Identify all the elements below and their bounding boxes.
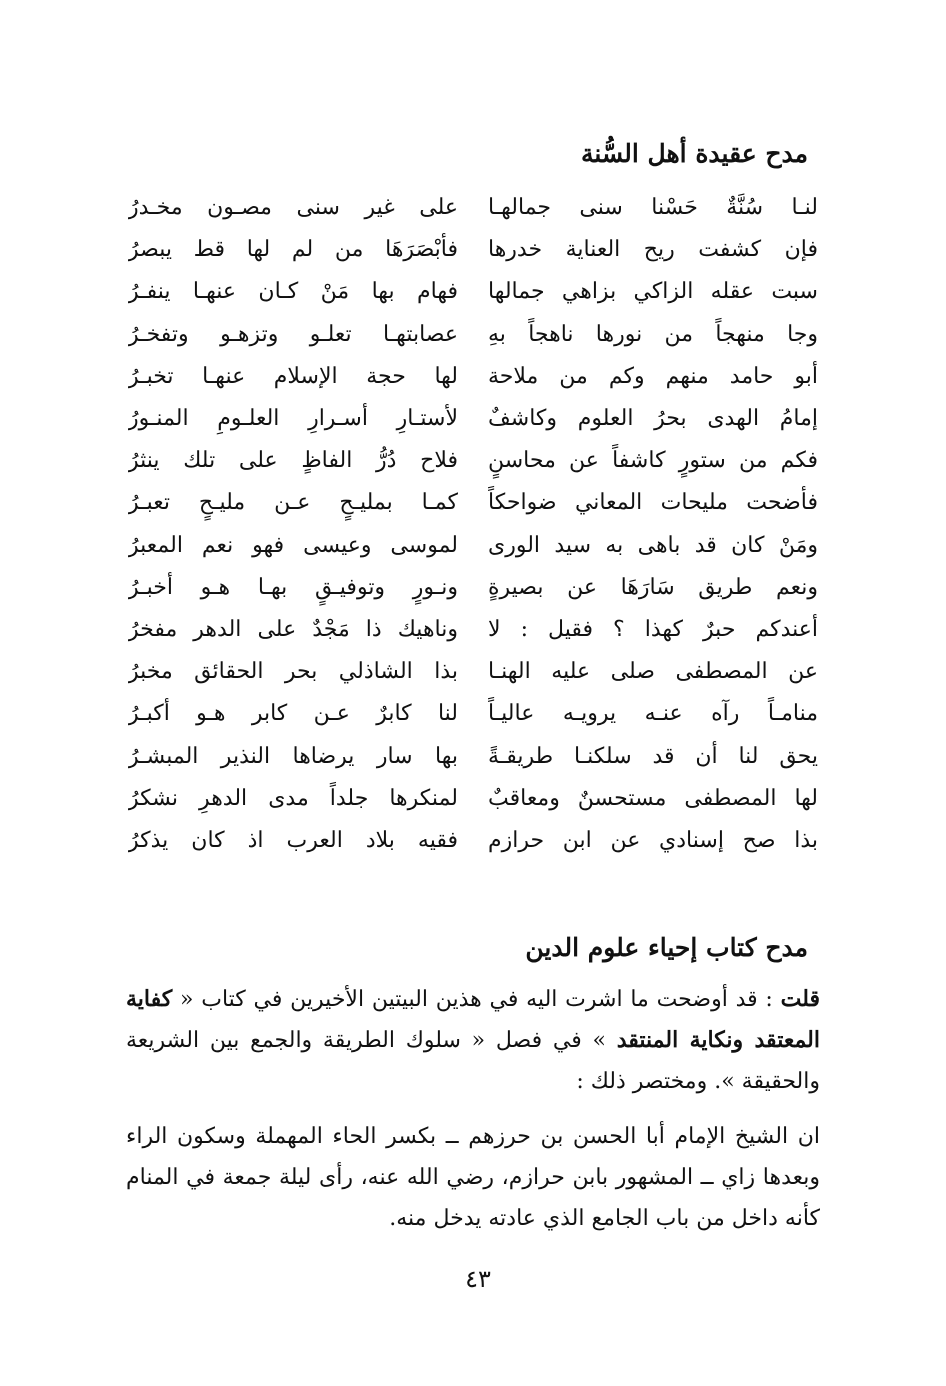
verse-second-hemistich: بها سار يرضاها النذير المبشـرُ: [128, 743, 458, 769]
paragraph-text-b: » في فصل « سلوك الطريقة والجمع بين الشريعة والحقيقة ». ومختصر ذلك :: [126, 1028, 820, 1094]
verse-first-hemistich: سبت عقله الزاكي بزاهي جمالها: [488, 279, 818, 305]
verse-first-hemistich: عن المصطفى صلى عليه الهنـا: [488, 659, 818, 685]
section-heading-sunnah: مدح عقيدة أهل السُّنة: [581, 139, 808, 168]
verse-second-hemistich: فأبْصَرَهَا من لم لها قط يبصرُ: [128, 237, 458, 263]
verse-first-hemistich: أبو حامد منهم وكم من ملاحة: [488, 363, 818, 389]
verse-first-hemistich: بذا صح إسنادي عن ابن حرازم: [488, 828, 818, 853]
verse-row: [128, 188, 818, 228]
paragraph-ibn-harazim: ان الشيخ الإمام أبا الحسن بن حرزهم ــ بكسر الحاء المهملة وسكون الراء وبعدها زاي ــ المشهور بابن حرازم، رضي الله عنه، رأى ليلة جمعة في المنام كأنه داخل من باب الجامع الذي عادته يدخل منه.: [126, 1124, 820, 1231]
verse-row: [128, 230, 818, 270]
verse-second-hemistich: بذا الشاذلي بحر الحقائق مخبرُ: [128, 659, 458, 685]
verse-second-hemistich: لنا كابرٌ عـن كابر هـو أكبـرُ: [128, 701, 458, 727]
book-title: كفاية المعتقد ونكاية المنتقد: [126, 986, 820, 1053]
verse-second-hemistich: لمنكرها جلداً مدى الدهرِ نشكرُ: [128, 785, 458, 811]
verse-row: [128, 610, 818, 650]
verse-first-hemistich: ومَنْ كان قد باهى به سيد الورى: [488, 532, 818, 558]
verse-second-hemistich: لأستـارِ أسـرارِ العلـومِ المنـورُ: [128, 406, 458, 431]
verse-row: [128, 399, 818, 439]
verse-first-hemistich: فإن كشفت ريح العناية خدرها: [488, 237, 818, 263]
verse-row: [128, 483, 818, 523]
verse-second-hemistich: فهام بها مَنْ كـان عنهـا ينفـرُ: [128, 279, 458, 305]
verse-second-hemistich: عصابتهـا تعلـو وتزهـو وتفخـرُ: [128, 321, 458, 347]
page-number: ٤٣: [465, 1265, 491, 1293]
verse-first-hemistich: فأضحت مليحات المعاني ضواحكاً: [488, 490, 818, 516]
verse-row: [128, 315, 818, 355]
verse-second-hemistich: ونـورٍ وتوفيـقٍ بهـا هـو أخبـرُ: [128, 574, 458, 600]
verse-row: [128, 357, 818, 397]
verse-first-hemistich: فكم من ستورٍ كاشفاً عن محاسنٍ: [488, 448, 818, 474]
verse-row: [128, 821, 818, 861]
verse-row: [128, 779, 818, 819]
verse-row: [128, 526, 818, 566]
verse-second-hemistich: لموسى وعيسى فهو نعم المعبرُ: [128, 532, 458, 558]
verse-row: [128, 568, 818, 608]
verse-second-hemistich: على غير سنى مصـون مخـدرُ: [128, 195, 458, 220]
verse-first-hemistich: إمامُ الهدى بحرُ العلوم وكاشفٌ: [488, 406, 818, 431]
verse-first-hemistich: وجا منهجاً من نورها ناهجاً بهِ: [488, 321, 818, 347]
verse-row: [128, 737, 818, 777]
verse-row: [128, 694, 818, 734]
verse-row: [128, 272, 818, 312]
paragraph-text-a: : قد أوضحت ما اشرت اليه في هذين البيتين الأخيرين في كتاب «: [180, 987, 773, 1012]
verse-second-hemistich: وناهيك ذا مَجْدٌ على الدهر مفخرُ: [128, 617, 458, 642]
verse-first-hemistich: ونعم طريق سَارَهَا عن بصيرةٍ: [488, 574, 818, 600]
verse-second-hemistich: فقيه بلاد العرب اذ كان يذكرُ: [128, 828, 458, 853]
verse-first-hemistich: يحق لنا أن قد سلكنـا طريقـةً: [488, 743, 818, 769]
verse-second-hemistich: لها حجة الإسلام عنهـا تخبـرُ: [128, 363, 458, 389]
qult-lead: قلت: [780, 986, 821, 1012]
verse-first-hemistich: أعندكم حبرٌ كهذا ؟ فقيل : لا: [488, 617, 818, 642]
verse-first-hemistich: لنـا سُنَّةٌ حَسْنا سنى جمالهـا: [488, 195, 818, 220]
verse-first-hemistich: منامـاً رآه عنـه يرويـه عاليـاً: [488, 701, 818, 727]
verse-row: [128, 441, 818, 481]
verse-first-hemistich: لها المصطفى مستحسنٌ ومعاقبٌ: [488, 785, 818, 811]
verse-row: [128, 652, 818, 692]
poem: [128, 188, 818, 878]
paragraph-qult: [126, 979, 820, 1102]
section-heading-ihya: مدح كتاب إحياء علوم الدين: [525, 933, 808, 962]
verse-second-hemistich: فلاح دُرُّ الفاظٍ على تلك ينثرُ: [128, 448, 458, 474]
verse-second-hemistich: كمـا بمليـحٍ عـن مليـحٍ تعبـرُ: [128, 490, 458, 516]
